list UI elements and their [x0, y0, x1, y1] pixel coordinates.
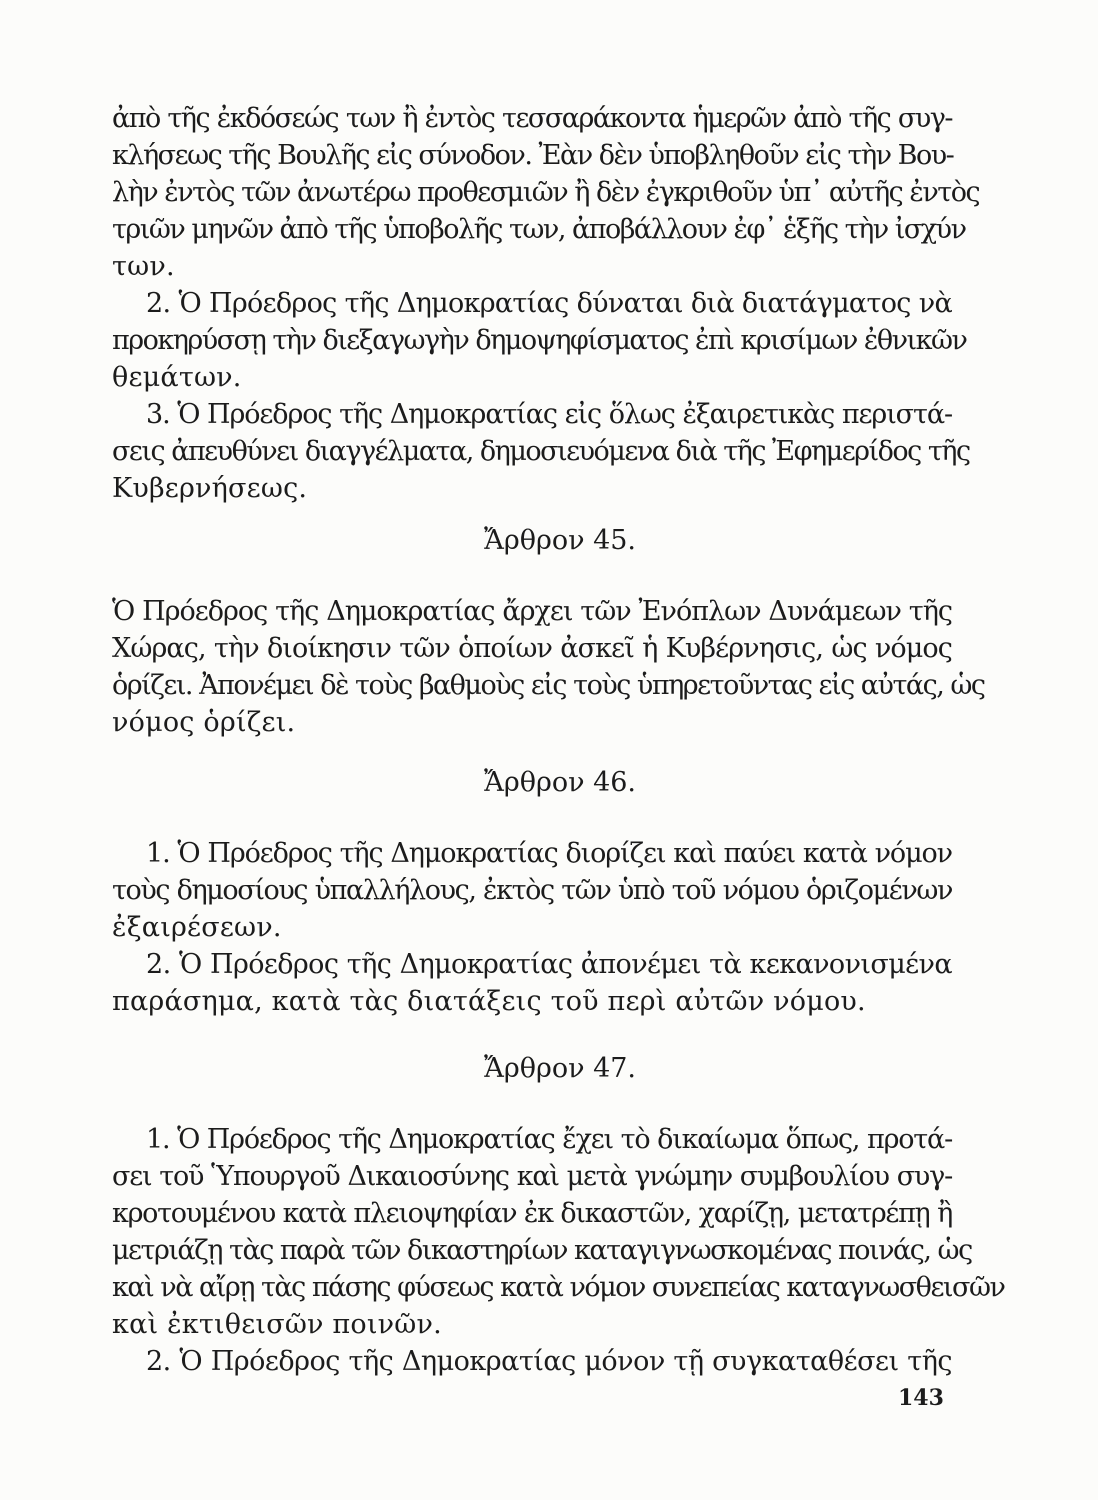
text-line: καὶ ἐκτιθεισῶν ποινῶν.: [112, 1309, 442, 1340]
text-line: 2. Ὁ Πρόεδρος τῆς Δημοκρατίας ἀπονέμει τὰ κεκανονισμένα: [146, 949, 952, 980]
text-line: 2. Ὁ Πρόεδρος τῆς Δημοκρατίας μόνον τῇ συγκαταθέσει τῆς: [146, 1346, 952, 1377]
article-heading: Ἄρθρον 46.: [484, 767, 637, 798]
text-line: σει τοῦ Ὑπουργοῦ Δικαιοσύνης καὶ μετὰ γνώμην συμβουλίου συγ-: [112, 1161, 952, 1192]
page-number: 143: [898, 1385, 944, 1411]
text-line: καὶ νὰ αἴρῃ τὰς πάσης φύσεως κατὰ νόμον συνεπείας καταγνωσθεισῶν: [112, 1272, 1005, 1303]
article-47-body: [112, 1121, 1005, 1380]
text-line: 1. Ὁ Πρόεδρος τῆς Δημοκρατίας διορίζει καὶ παύει κατὰ νόμον: [146, 838, 952, 869]
text-line: νόμος ὁρίζει.: [112, 707, 296, 738]
text-line: κροτουμένου κατὰ πλειοψηφίαν ἐκ δικαστῶν, χαρίζῃ, μετατρέπῃ ἢ: [112, 1198, 952, 1229]
text-line: σεις ἀπευθύνει διαγγέλματα, δημοσιευόμενα διὰ τῆς Ἐφημερίδος τῆς: [112, 436, 970, 467]
text-line: 3. Ὁ Πρόεδρος τῆς Δημοκρατίας εἰς ὅλως ἐξαιρετικὰς περιστά-: [146, 399, 952, 430]
text-line: ὁρίζει. Ἀπονέμει δὲ τοὺς βαθμοὺς εἰς τοὺς ὑπηρετοῦντας εἰς αὐτάς, ὡς: [112, 670, 985, 701]
text-line: 2. Ὁ Πρόεδρος τῆς Δημοκρατίας δύναται διὰ διατάγματος νὰ: [146, 288, 952, 319]
text-line: Ὁ Πρόεδρος τῆς Δημοκρατίας ἄρχει τῶν Ἐνόπλων Δυνάμεων τῆς: [112, 596, 952, 627]
text-line: τοὺς δημοσίους ὑπαλλήλους, ἐκτὸς τῶν ὑπὸ τοῦ νόμου ὁριζομένων: [112, 875, 952, 906]
article-46-body: [112, 835, 952, 1020]
article-heading: Ἄρθρον 45.: [484, 525, 637, 556]
text-line: λὴν ἐντὸς τῶν ἀνωτέρω προθεσμιῶν ἢ δὲν ἐγκριθοῦν ὑπ᾽ αὐτῆς ἐντὸς: [112, 177, 980, 208]
text-line: παράσημα, κατὰ τὰς διατάξεις τοῦ περὶ αὐτῶν νόμου.: [112, 986, 866, 1017]
text-line: Κυβερνήσεως.: [112, 473, 308, 504]
text-line: ἀπὸ τῆς ἐκδόσεώς των ἢ ἐντὸς τεσσαράκοντα ἡμερῶν ἀπὸ τῆς συγ-: [112, 103, 952, 134]
text-line: των.: [112, 251, 175, 282]
article-45-body: [112, 593, 985, 741]
article-heading: Ἄρθρον 47.: [484, 1053, 637, 1084]
paragraph-continuation: [112, 100, 980, 507]
text-line: κλήσεως τῆς Βουλῆς εἰς σύνοδον. Ἐὰν δὲν ὑποβληθοῦν εἰς τὴν Βου-: [112, 140, 954, 171]
text-line: ἐξαιρέσεων.: [112, 912, 282, 943]
text-line: προκηρύσσῃ τὴν διεξαγωγὴν δημοψηφίσματος ἐπὶ κρισίμων ἐθνικῶν: [112, 325, 967, 356]
text-line: τριῶν μηνῶν ἀπὸ τῆς ὑποβολῆς των, ἀποβάλλουν ἐφ᾽ ἑξῆς τὴν ἰσχύν: [112, 214, 966, 245]
text-line: μετριάζῃ τὰς παρὰ τῶν δικαστηρίων καταγιγνωσκομένας ποινάς, ὡς: [112, 1235, 972, 1266]
text-line: Χώρας, τὴν διοίκησιν τῶν ὁποίων ἀσκεῖ ἡ Κυβέρνησις, ὡς νόμος: [112, 633, 952, 664]
text-line: 1. Ὁ Πρόεδρος τῆς Δημοκρατίας ἔχει τὸ δικαίωμα ὅπως, προτά-: [146, 1124, 952, 1155]
text-line: θεμάτων.: [112, 362, 242, 393]
